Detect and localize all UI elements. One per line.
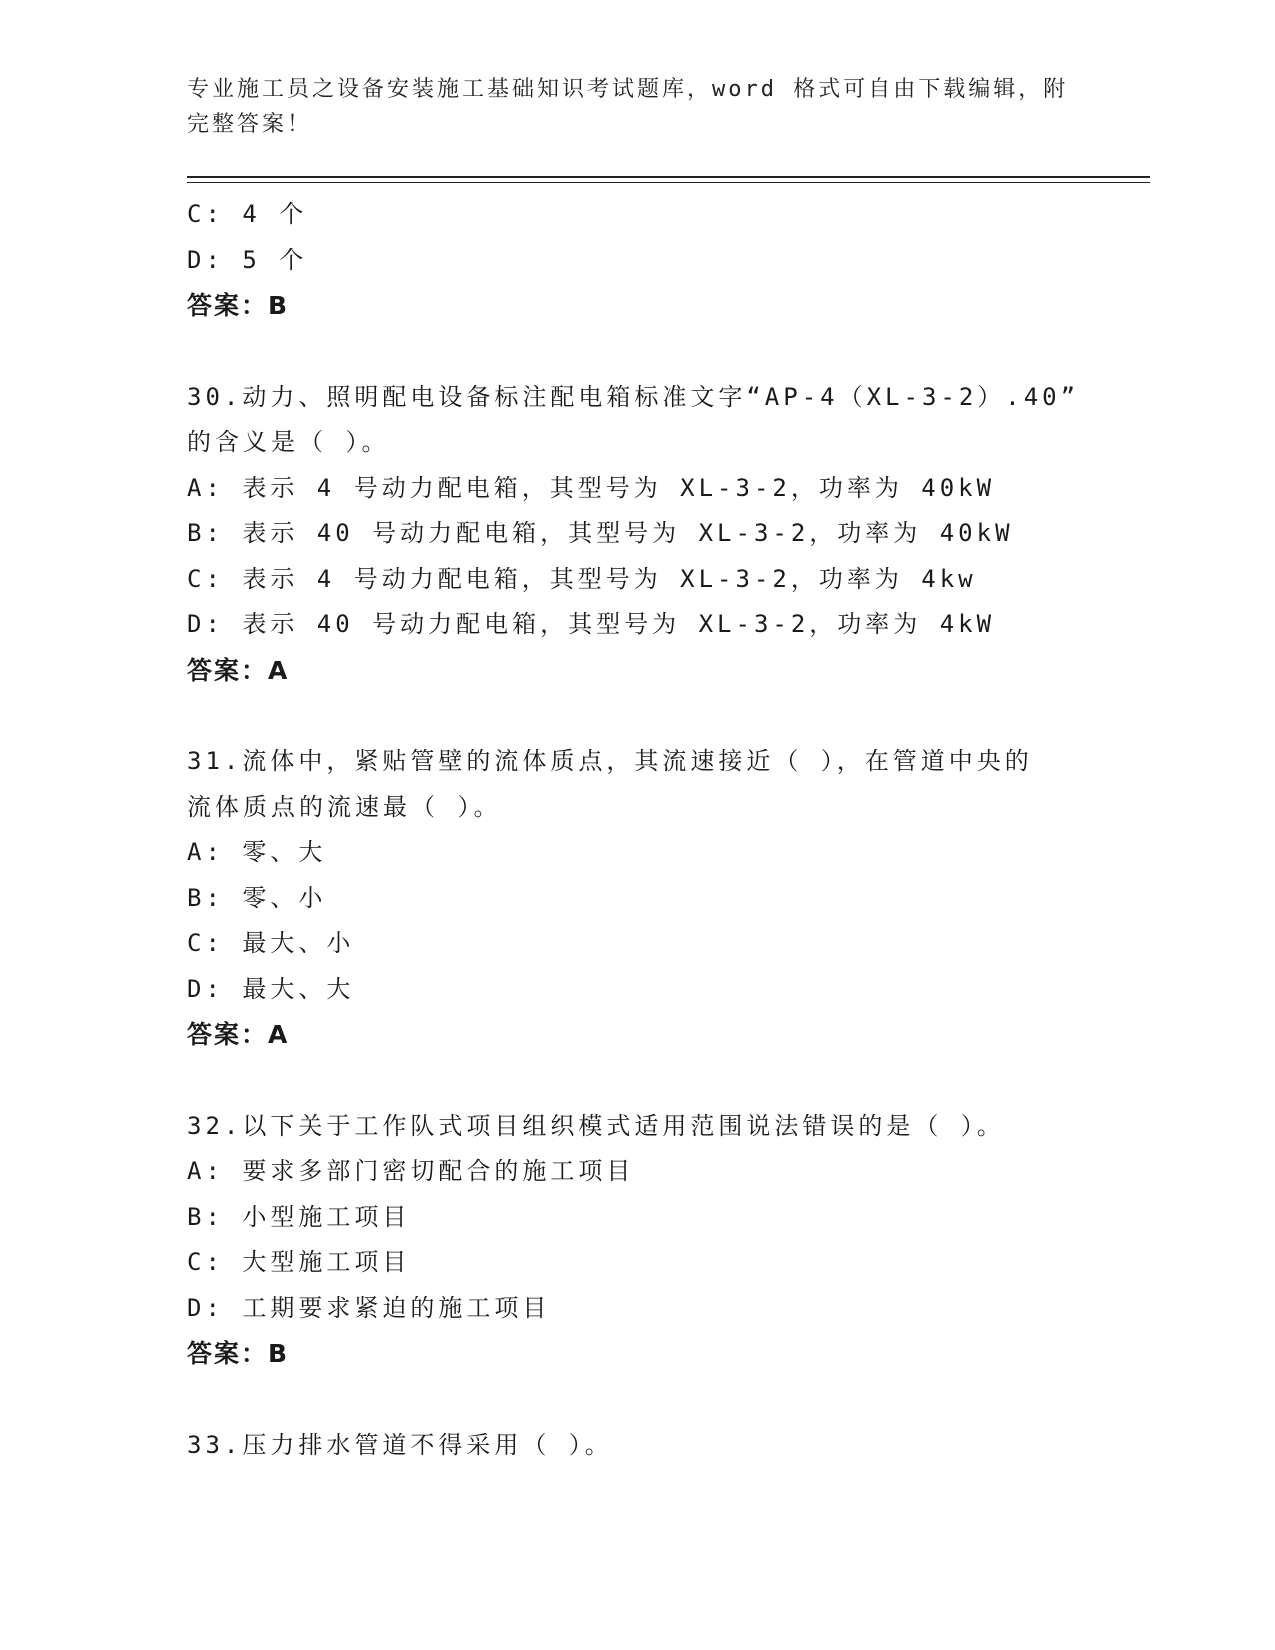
option-c: C: 表示 4 号动力配电箱，其型号为 XL-3-2，功率为 4kw — [187, 564, 977, 593]
question-30 — [187, 375, 1087, 694]
spacer — [187, 1377, 1087, 1423]
option-a: A: 要求多部门密切配合的施工项目 — [187, 1157, 635, 1185]
header-divider-thick — [187, 176, 1150, 178]
question-31 — [187, 739, 1087, 1058]
document-header-title: 专业施工员之设备安装施工基础知识考试题库，word 格式可自由下载编辑，附完整答案！ — [187, 77, 1069, 137]
question-stem: 30.动力、照明配电设备标注配电箱标准文字“AP-4（XL-3-2）.40” — [187, 382, 1080, 411]
option-d: D: 最大、大 — [187, 974, 355, 1003]
spacer — [187, 1058, 1087, 1104]
question-stem-continued: 流体质点的流速最（ ）。 — [187, 792, 502, 821]
option-a: A: 零、大 — [187, 838, 327, 866]
spacer — [187, 693, 1087, 739]
answer-line: 答案：B — [187, 1339, 290, 1368]
option-d: D: 表示 40 号动力配电箱，其型号为 XL-3-2，功率为 4kW — [187, 610, 996, 638]
answer-line: 答案：A — [187, 655, 290, 685]
question-29-tail — [187, 192, 1087, 329]
option-c: C: 最大、小 — [187, 929, 355, 957]
option-b: B: 零、小 — [187, 883, 327, 912]
answer-line: 答案：B — [187, 291, 290, 320]
question-stem-continued: 的含义是（ ）。 — [187, 428, 390, 456]
question-list — [187, 192, 1087, 1468]
question-33 — [187, 1423, 1087, 1469]
option-d: D: 工期要求紧迫的施工项目 — [187, 1293, 551, 1322]
option-b: B: 表示 40 号动力配电箱，其型号为 XL-3-2，功率为 40kW — [187, 519, 1014, 547]
header-divider-thin — [187, 182, 1150, 183]
spacer — [187, 329, 1087, 375]
question-stem: 31.流体中，紧贴管壁的流体质点，其流速接近（ ），在管道中央的 — [187, 747, 1033, 775]
option-c: C: 大型施工项目 — [187, 1248, 411, 1276]
option-b: B: 小型施工项目 — [187, 1202, 411, 1231]
option-d: D: 5 个 — [187, 245, 308, 274]
answer-line: 答案：A — [187, 1020, 290, 1049]
question-stem: 33.压力排水管道不得采用（ ）。 — [187, 1430, 613, 1459]
option-a: A: 表示 4 号动力配电箱，其型号为 XL-3-2，功率为 40kW — [187, 473, 996, 502]
option-c: C: 4 个 — [187, 200, 308, 228]
question-stem: 32.以下关于工作队式项目组织模式适用范围说法错误的是（ ）。 — [187, 1111, 1005, 1140]
question-32 — [187, 1104, 1087, 1377]
